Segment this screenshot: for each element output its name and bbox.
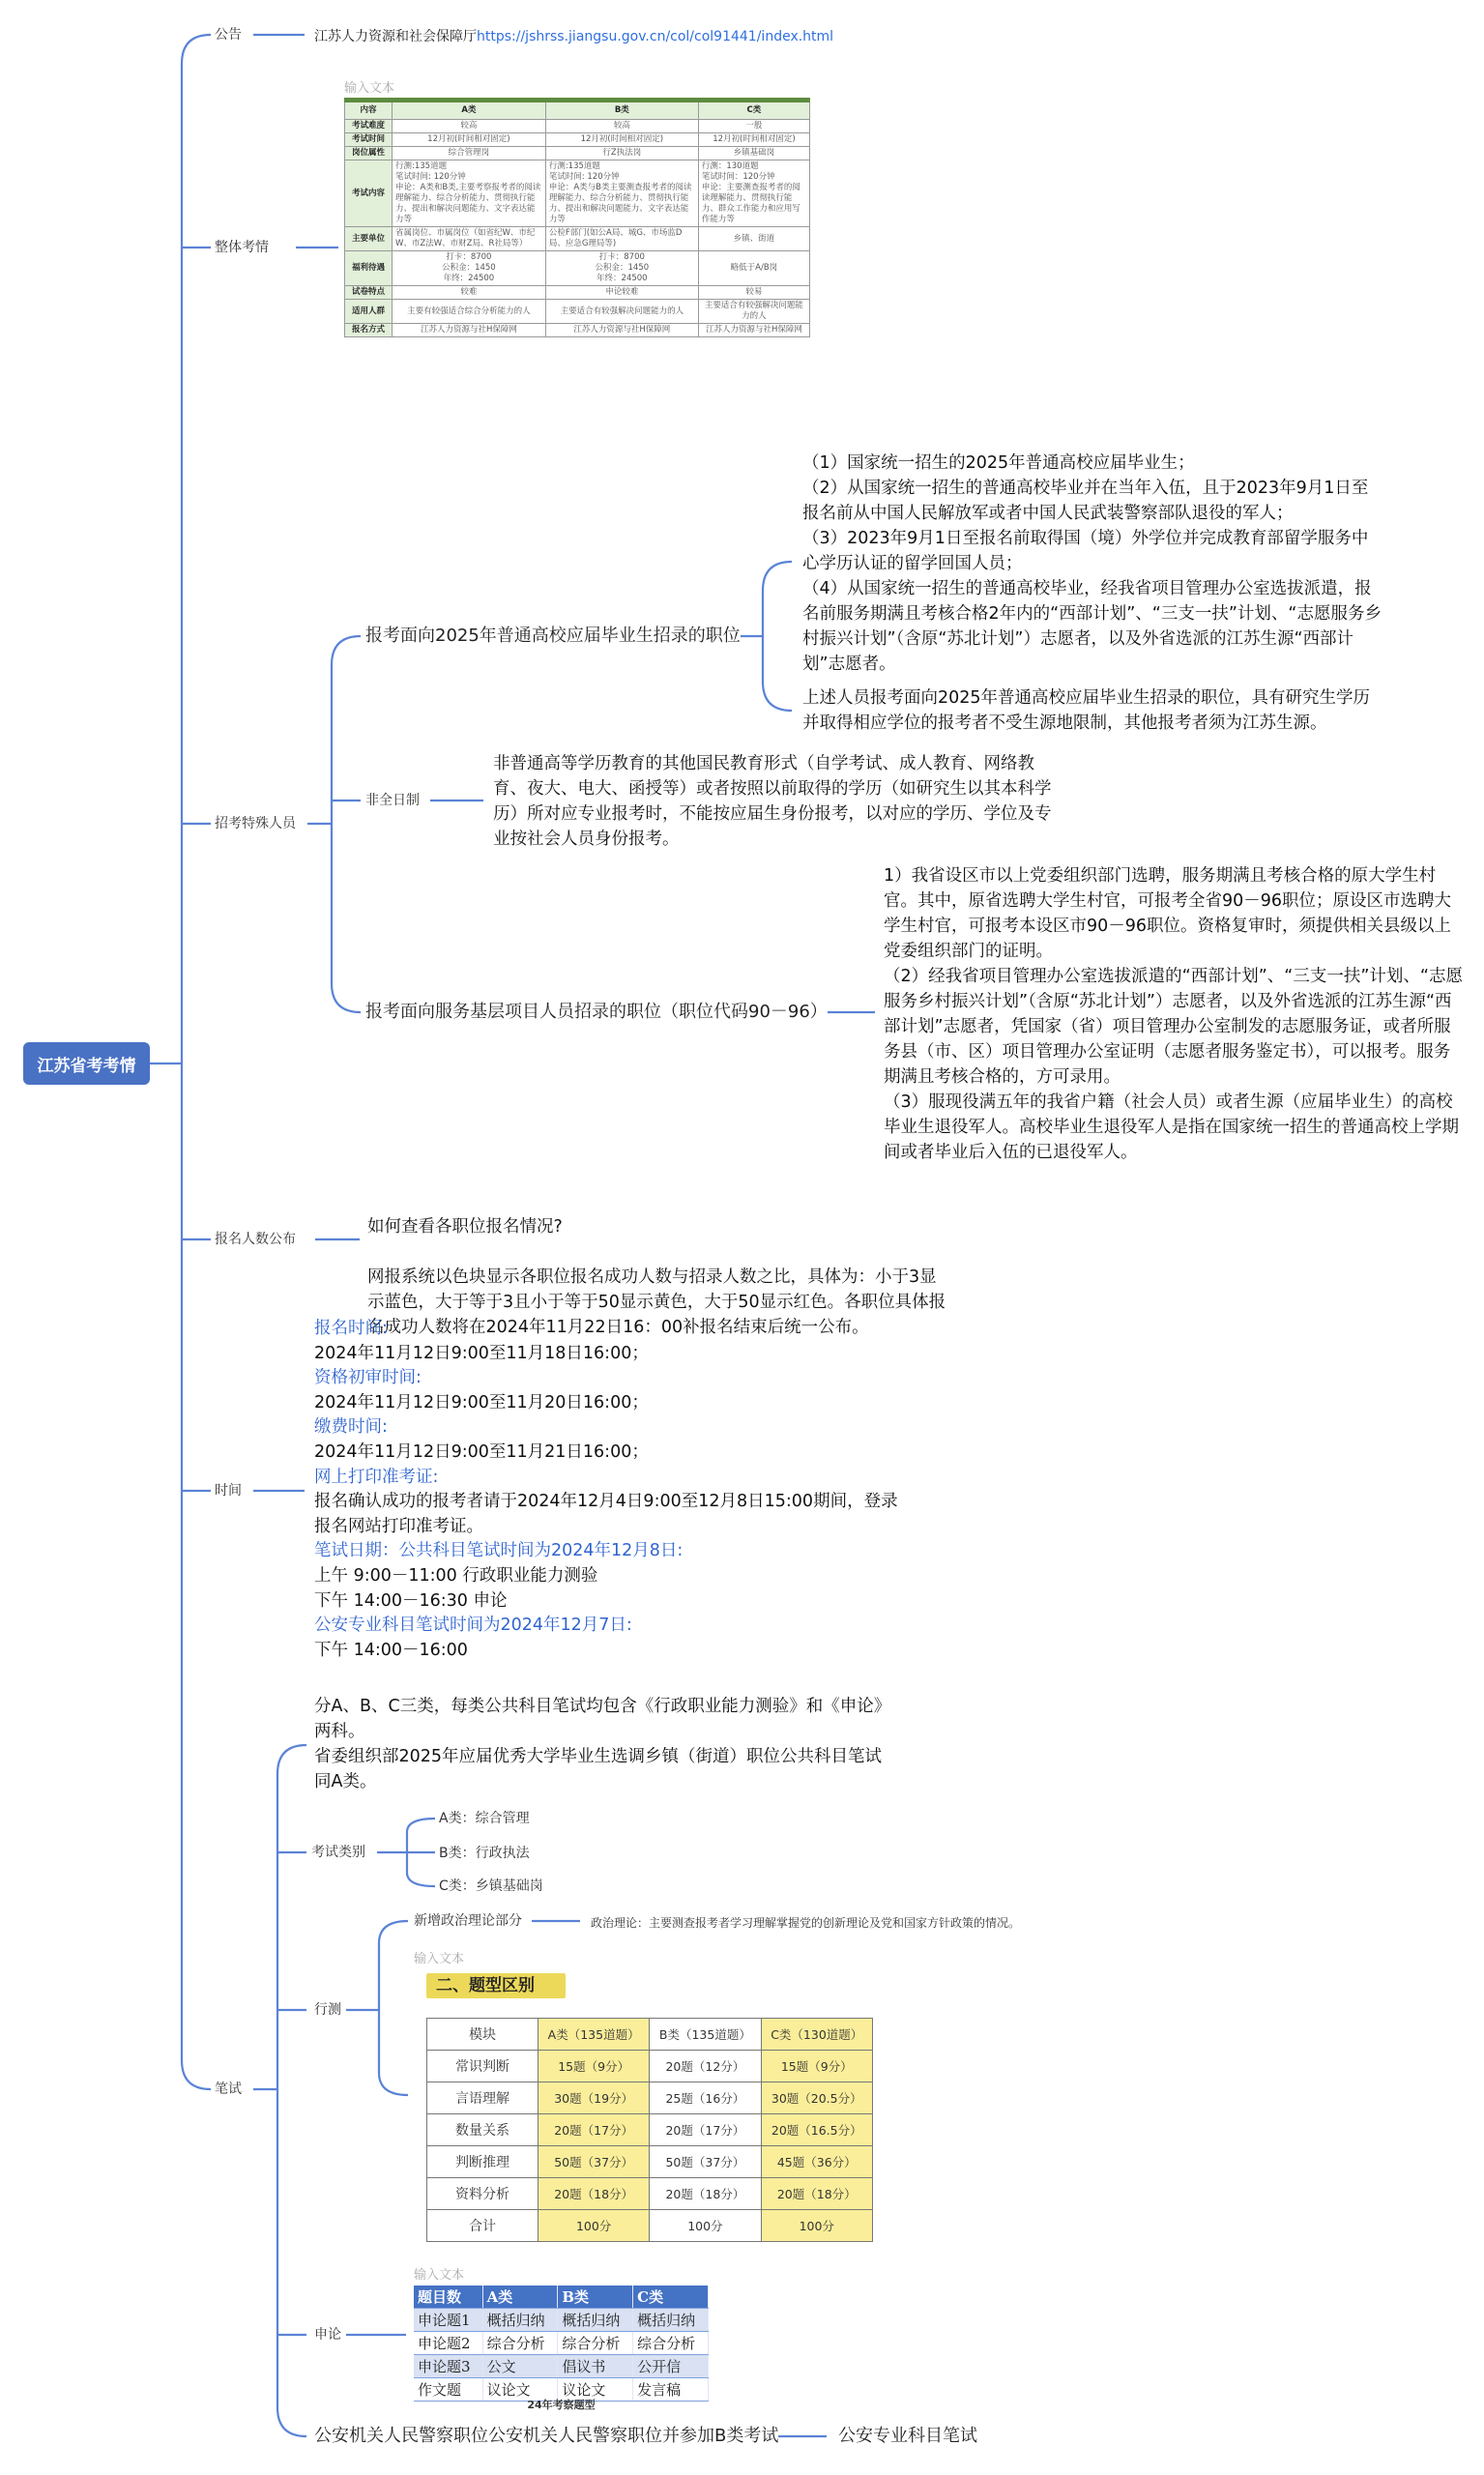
table-row bbox=[427, 2051, 873, 2082]
table-cell: 概括归纳 bbox=[482, 2309, 558, 2332]
table-cell: 合计 bbox=[427, 2210, 538, 2242]
node-applicants[interactable]: 报名人数公布 bbox=[211, 1231, 300, 1248]
fresh-grad-note: 上述人员报考面向2025年普通高校应届毕业生招录的职位，具有研究生学历并取得相应学位的报考者不受生源地限制，其他报考者须为江苏生源。 bbox=[802, 688, 1371, 733]
table-cell: 12月初(时间相对固定) bbox=[698, 133, 809, 147]
table-cell: 12月初(时间相对固定) bbox=[545, 133, 698, 147]
table-cell: 公检F部门(如公A局、城G、市场监D局、应急G理局等) bbox=[545, 227, 698, 251]
table-cell: 主要适合有较强解决问题能力的人 bbox=[698, 300, 809, 324]
table-cell: 综合分析 bbox=[633, 2332, 709, 2355]
node-shenlun[interactable]: 申论 bbox=[314, 2327, 341, 2343]
shenlun-table bbox=[414, 2286, 709, 2402]
table-cell: 倡议书 bbox=[558, 2355, 633, 2378]
question-type-heading: 二、题型区别 bbox=[426, 1973, 566, 1998]
table-row bbox=[427, 2082, 873, 2114]
row-label: 主要单位 bbox=[345, 227, 393, 251]
table-cell: 45题（36分） bbox=[761, 2146, 872, 2178]
time-text: 下午 14:00－16:30 申论 bbox=[314, 1590, 508, 1611]
node-police-exam[interactable]: 公安专业科目笔试 bbox=[838, 2426, 977, 2446]
node-special[interactable]: 招考特殊人员 bbox=[211, 815, 300, 832]
row-label: 考试时间 bbox=[345, 133, 393, 147]
grassroots-text: 1）我省设区市以上党委组织部门选聘，服务期满且考核合格的原大学生村官。其中，原省选聘大学生村官，可报考全省90－96职位；原设区市选聘大学生村官，可报考本设区市90－96职位。资格复审时，须提供相关县级以上党委组织部门的证明。 （2）经我省项目管理办公室选拔派遣的“西部计划”、“三支一扶”计划、“志愿服务乡村振兴计划”（含原“苏北计划”）志愿者，以及外省选派的江苏生源“西部计划”志愿者，凭国家（省）项目管理办公室制发的志愿服务证，或者所服务县（市、区）项目管理办公室证明（志愿者服务鉴定书），可以报考。服务期满且考核合格的，方可录用。 （3）服现役满五年的我省户籍（社会人员）或者生源（应届毕业生）的高校毕业生退役军人。高校毕业生退役军人是指在国家统一招生的普通高校上学期间或者毕业后入伍的已退役军人。 bbox=[884, 866, 1463, 1162]
table-header-cell: C类（130道题） bbox=[761, 2019, 872, 2051]
table-cell: 综合分析 bbox=[482, 2332, 558, 2355]
table-cell: 申论题1 bbox=[414, 2309, 482, 2332]
table-row bbox=[414, 2309, 709, 2332]
node-police[interactable]: 公安机关人民警察职位公安机关人民警察职位并参加B类考试 bbox=[314, 2426, 779, 2446]
table-cell: 行测:135道题 笔试时间: 120分钟 申论：A类和B类,主要考察报考者的阅读理解能力、综合分析能力、贯彻执行能力、提出和解决问题能力、文字表达能力等 bbox=[393, 160, 546, 227]
written-intro: 分A、B、C三类，每类公共科目笔试均包含《行政职业能力测验》和《申论》两科。 省委组织部2025年应届优秀大学毕业生选调乡镇（街道）职位公共科目笔试同A类。 bbox=[314, 1697, 891, 1791]
table-cell: 主要适合有较强解决问题能力的人 bbox=[545, 300, 698, 324]
table-cell: 江苏人力资源与社H保障网 bbox=[545, 324, 698, 337]
table-cell: 申论较难 bbox=[545, 286, 698, 300]
node-announcement[interactable]: 公告 bbox=[211, 26, 246, 44]
category-b[interactable]: B类：行政执法 bbox=[439, 1846, 530, 1861]
table-cell: 打卡：8700 公积金：1450 年终：24500 bbox=[393, 251, 546, 286]
announcement-content bbox=[314, 26, 833, 45]
time-text: 报名确认成功的报考者请于2024年12月4日9:00至12月8日15:00期间，登录 bbox=[314, 1492, 898, 1512]
time-text: 报名网站打印准考证。 bbox=[314, 1516, 483, 1536]
table-cell: 20题（17分） bbox=[650, 2114, 761, 2146]
table-cell: 乡镇基础岗 bbox=[698, 147, 809, 160]
node-xingce[interactable]: 行测 bbox=[314, 2002, 341, 2018]
table-cell: 15题（9分） bbox=[538, 2051, 650, 2082]
table-cell: 资料分析 bbox=[427, 2178, 538, 2210]
time-heading: 笔试日期：公共科目笔试时间为2024年12月8日: bbox=[314, 1541, 684, 1561]
table-cell: 概括归纳 bbox=[633, 2309, 709, 2332]
table-row bbox=[345, 147, 810, 160]
table-row bbox=[345, 133, 810, 147]
row-label: 考试内容 bbox=[345, 160, 393, 227]
overview-table bbox=[344, 98, 810, 337]
table-cell: 较高 bbox=[545, 120, 698, 133]
row-label: 福利待遇 bbox=[345, 251, 393, 286]
table-cell: 较高 bbox=[393, 120, 546, 133]
node-grassroots[interactable]: 报考面向服务基层项目人员招录的职位（职位代码90－96） bbox=[365, 1002, 828, 1022]
table-cell: 略低于A/B岗 bbox=[698, 251, 809, 286]
table-cell: 申论题3 bbox=[414, 2355, 482, 2378]
table-cell: 发言稿 bbox=[633, 2378, 709, 2402]
fresh-grad-text: （1）国家统一招生的2025年普通高校应届毕业生； （2）从国家统一招生的普通高校毕业并在当年入伍，且于2023年9月1日至报名前从中国人民解放军或者中国人民武装警察部队退役的军人； （3）2023年9月1日至报名前取得国（境）外学位并完成教育部留学服务中心学历认证的留学回国人员； （4）从国家统一招生的普通高校毕业，经我省项目管理办公室选拔派遣，报名前服务期满且考核合格2年内的“西部计划”、“三支一扶”计划、“志愿服务乡村振兴计划”（含原“苏北计划”）志愿者，以及外省选派的江苏生源“西部计划”志愿者。 bbox=[802, 453, 1382, 674]
row-label: 试卷特点 bbox=[345, 286, 393, 300]
table-cell: 100分 bbox=[538, 2210, 650, 2242]
node-time[interactable]: 时间 bbox=[211, 1482, 246, 1500]
announcement-link[interactable]: https://jshrss.jiangsu.gov.cn/col/col91441/index.html bbox=[477, 29, 834, 44]
table-header-cell: 内容 bbox=[345, 101, 393, 120]
table-cell: 议论文 bbox=[558, 2378, 633, 2402]
table-row bbox=[345, 324, 810, 337]
category-a[interactable]: A类：综合管理 bbox=[439, 1811, 530, 1826]
overview-placeholder[interactable]: 输入文本 bbox=[344, 81, 395, 96]
table-cell: 作文题 bbox=[414, 2378, 482, 2402]
table-cell: 20题（18分） bbox=[761, 2178, 872, 2210]
table-cell: 江苏人力资源与社H保障网 bbox=[698, 324, 809, 337]
time-heading: 缴费时间: bbox=[314, 1417, 388, 1438]
table-header-cell: A类 bbox=[482, 2286, 558, 2309]
table-cell: 判断推理 bbox=[427, 2146, 538, 2178]
table-cell: 30题（20.5分） bbox=[761, 2082, 872, 2114]
table-header-cell: B类（135道题） bbox=[650, 2019, 761, 2051]
time-text: 上午 9:00－11:00 行政职业能力测验 bbox=[314, 1565, 598, 1586]
row-label: 报名方式 bbox=[345, 324, 393, 337]
table-cell: 数量关系 bbox=[427, 2114, 538, 2146]
time-lines bbox=[314, 1317, 933, 1663]
table-row bbox=[414, 2355, 709, 2378]
table-cell: 12月初(时间相对固定) bbox=[393, 133, 546, 147]
time-text: 下午 14:00－16:00 bbox=[314, 1640, 468, 1660]
table-cell: 综合管理岗 bbox=[393, 147, 546, 160]
table-header-row bbox=[414, 2286, 709, 2309]
table-row bbox=[345, 120, 810, 133]
table-row bbox=[345, 160, 810, 227]
politics-text: 政治理论：主要测查报考者学习理解掌握党的创新理论及党和国家方针政策的情况。 bbox=[591, 1916, 1021, 1930]
table-cell: 公开信 bbox=[633, 2355, 709, 2378]
node-politics[interactable]: 新增政治理论部分 bbox=[414, 1913, 522, 1929]
table-cell: 行Z执法岗 bbox=[545, 147, 698, 160]
table-cell: 20题（18分） bbox=[650, 2178, 761, 2210]
table-cell: 申论题2 bbox=[414, 2332, 482, 2355]
xingce-table bbox=[426, 2018, 873, 2242]
table-cell: 公文 bbox=[482, 2355, 558, 2378]
node-fresh-grad[interactable]: 报考面向2025年普通高校应届毕业生招录的职位 bbox=[365, 626, 741, 646]
table-cell: 概括归纳 bbox=[558, 2309, 633, 2332]
table-row bbox=[345, 286, 810, 300]
table-cell: 50题（37分） bbox=[650, 2146, 761, 2178]
xingce-placeholder[interactable]: 输入文本 bbox=[414, 1952, 465, 1966]
table-cell: 20题（12分） bbox=[650, 2051, 761, 2082]
table-cell: 综合分析 bbox=[558, 2332, 633, 2355]
table-header-row bbox=[345, 101, 810, 120]
table-cell: 100分 bbox=[761, 2210, 872, 2242]
announcement-source: 江苏人力资源和社会保障厅 bbox=[314, 29, 477, 44]
table-cell: 乡镇、街道 bbox=[698, 227, 809, 251]
part-time-text: 非普通高等学历教育的其他国民教育形式（自学考试、成人教育、网络教育、夜大、电大、函授等）或者按照以前取得的学历（如研究生以其本科学历）所对应专业报考时，不能按应届生身份报考，以对应的学历、学位及专业按社会人员身份报考。 bbox=[493, 754, 1052, 849]
time-heading: 资格初审时间: bbox=[314, 1368, 422, 1388]
row-label: 岗位属性 bbox=[345, 147, 393, 160]
table-header-cell: B类 bbox=[558, 2286, 633, 2309]
table-cell: 常识判断 bbox=[427, 2051, 538, 2082]
node-overview[interactable]: 整体考情 bbox=[211, 239, 273, 256]
row-label: 考试难度 bbox=[345, 120, 393, 133]
table-row bbox=[345, 227, 810, 251]
table-header-cell: 题目数 bbox=[414, 2286, 482, 2309]
time-text: 2024年11月12日9:00至11月21日16:00； bbox=[314, 1441, 649, 1462]
table-cell: 一般 bbox=[698, 120, 809, 133]
table-cell: 20题（18分） bbox=[538, 2178, 650, 2210]
root-node[interactable]: 江苏省考考情 bbox=[23, 1042, 150, 1085]
table-row bbox=[427, 2210, 873, 2242]
table-cell: 行测：130道题 笔试时间：120分钟 申论：主要测查报考者的阅读理解能力、贯彻执行能力、群众工作能力和应用写作能力等 bbox=[698, 160, 809, 227]
table-header-cell: C类 bbox=[633, 2286, 709, 2309]
table-header-cell: A类 bbox=[393, 101, 546, 120]
applicants-text: 网报系统以色块显示各职位报名成功人数与招录人数之比，具体为：小于3显示蓝色，大于等于3且小于等于50显示黄色，大于50显示红色。各职位具体报名成功人数将在2024年11月22日16：00补报名结束后统一公布。 bbox=[367, 1267, 946, 1337]
table-cell: 议论文 bbox=[482, 2378, 558, 2402]
table-header-row bbox=[427, 2019, 873, 2051]
table-cell: 50题（37分） bbox=[538, 2146, 650, 2178]
table-cell: 20题（16.5分） bbox=[761, 2114, 872, 2146]
node-categories[interactable]: 考试类别 bbox=[311, 1845, 365, 1860]
table-row bbox=[414, 2332, 709, 2355]
node-part-time[interactable]: 非全日制 bbox=[365, 793, 420, 808]
table-row bbox=[427, 2146, 873, 2178]
table-cell: 行测:135道题 笔试时间: 120分钟 申论：A类与B类主要测查报考者的阅读理解能力、综合分析能力、贯彻执行能力、提出和解决问题能力、文字表达能力等 bbox=[545, 160, 698, 227]
table-cell: 言语理解 bbox=[427, 2082, 538, 2114]
table-cell: 20题（17分） bbox=[538, 2114, 650, 2146]
table-row bbox=[427, 2114, 873, 2146]
time-text: 2024年11月12日9:00至11月20日16:00； bbox=[314, 1392, 649, 1412]
table-cell: 较难 bbox=[393, 286, 546, 300]
table-cell: 省属岗位、市属岗位（如省纪W、市纪W、市Z法W、市财Z局、R社局等） bbox=[393, 227, 546, 251]
category-c[interactable]: C类：乡镇基础岗 bbox=[439, 1878, 543, 1894]
shenlun-caption: 24年考察题型 bbox=[527, 2399, 596, 2411]
table-cell: 25题（16分） bbox=[650, 2082, 761, 2114]
table-row bbox=[345, 251, 810, 286]
table-header-cell: C类 bbox=[698, 101, 809, 120]
table-header-cell: B类 bbox=[545, 101, 698, 120]
time-heading: 网上打印准考证: bbox=[314, 1467, 439, 1487]
table-row bbox=[427, 2178, 873, 2210]
table-cell: 15题（9分） bbox=[761, 2051, 872, 2082]
table-cell: 江苏人力资源与社H保障网 bbox=[393, 324, 546, 337]
table-cell: 较易 bbox=[698, 286, 809, 300]
table-header-cell: A类（135道题） bbox=[538, 2019, 650, 2051]
row-label: 适用人群 bbox=[345, 300, 393, 324]
table-cell: 100分 bbox=[650, 2210, 761, 2242]
table-row bbox=[345, 300, 810, 324]
table-cell: 主要有较强适合综合分析能力的人 bbox=[393, 300, 546, 324]
table-cell: 打卡：8700 公积金：1450 年终：24500 bbox=[545, 251, 698, 286]
shenlun-placeholder[interactable]: 输入文本 bbox=[414, 2268, 465, 2283]
time-heading: 报名时间: bbox=[314, 1319, 388, 1338]
table-cell: 30题（19分） bbox=[538, 2082, 650, 2114]
time-heading: 公安专业科目笔试时间为2024年12月7日: bbox=[314, 1616, 632, 1636]
time-text: 2024年11月12日9:00至11月18日16:00； bbox=[314, 1343, 649, 1363]
table-header-cell: 模块 bbox=[427, 2019, 538, 2051]
applicants-question: 如何查看各职位报名情况? bbox=[367, 1217, 563, 1237]
node-written[interactable]: 笔试 bbox=[211, 2081, 246, 2098]
